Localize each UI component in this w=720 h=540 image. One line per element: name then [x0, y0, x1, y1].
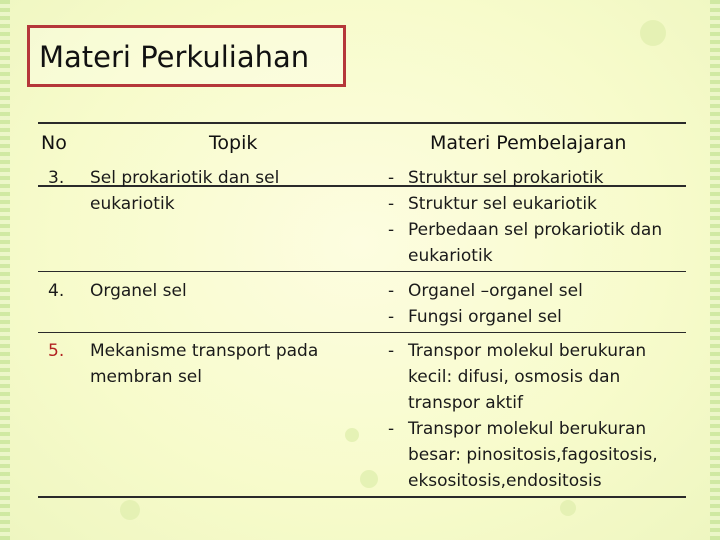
row-number: 3.: [48, 168, 65, 188]
list-item: - Perbedaan sel prokariotik dan eukariotik: [388, 220, 663, 266]
decorative-dot: [120, 500, 140, 520]
list-item: - Transpor molekul berukuran besar: pinositosis,fagositosis, eksositosis,endositosis: [388, 419, 658, 491]
list-item: - Struktur sel eukariotik: [388, 194, 597, 214]
header-topik: Topik: [209, 132, 258, 154]
list-item: - Fungsi organel sel: [388, 307, 562, 327]
header-no: No: [41, 132, 67, 154]
row-materials: [388, 338, 673, 494]
row-topic: Mekanisme transport pada membran sel: [90, 341, 319, 387]
decorative-dot: [640, 20, 666, 46]
row-number: 4.: [48, 281, 65, 301]
course-material-table: [38, 122, 686, 498]
decorative-border-right: [710, 0, 720, 540]
table-rule-row: [38, 271, 686, 272]
row-topic: Organel sel: [90, 281, 187, 301]
row-materials: [388, 278, 678, 330]
list-item: - Organel –organel sel: [388, 281, 583, 301]
row-materials: [388, 165, 678, 269]
decorative-dot: [560, 500, 576, 516]
table-rule-row: [38, 332, 686, 333]
decorative-border-left: [0, 0, 10, 540]
page-title: Materi Perkuliahan: [39, 40, 310, 74]
table-rule-bottom: [38, 496, 686, 498]
row-number: 5.: [48, 341, 65, 361]
title-box: [27, 25, 346, 87]
table-rule-top: [38, 122, 686, 124]
list-item: - Transpor molekul berukuran kecil: difusi, osmosis dan transpor aktif: [388, 341, 647, 413]
row-topic: Sel prokariotik dan sel eukariotik: [90, 168, 280, 214]
header-materi: Materi Pembelajaran: [430, 132, 627, 154]
list-item: - Struktur sel prokariotik: [388, 168, 604, 188]
